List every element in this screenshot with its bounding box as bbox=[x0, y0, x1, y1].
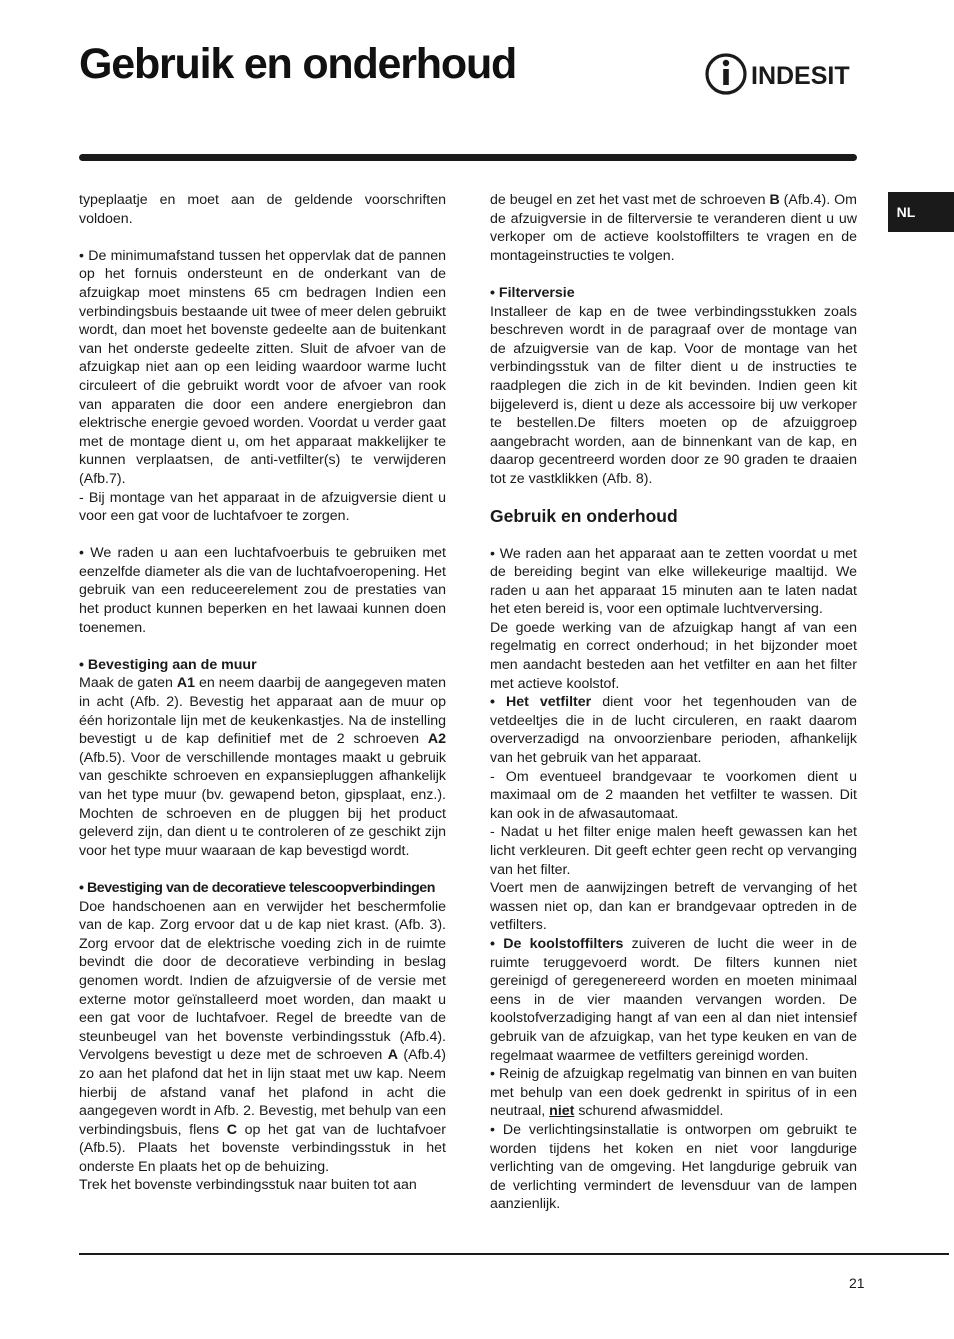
paragraph: • We raden aan het apparaat aan te zetten voordat u met de bereiding begint van elke willekeurige maaltijd. We raden u aan het apparaat 15 minuten aan te laten nadat het eten bereid is, voor een optimale luchtverversing. bbox=[490, 545, 857, 618]
paragraph: • Het vetfilter dient voor het tegenhouden van de vetdeeltjes die in de lucht circuleren, en raakt daarom oververzadigd na onvoorzienbare perioden, afhankelijk van het gebruik van het apparaat. bbox=[490, 694, 857, 767]
filter-version-heading: • Filterversie bbox=[490, 284, 575, 301]
paragraph: - Bij montage van het apparaat in de afzuigversie dient u voor een gat voor de luchtafvoer te zorgen. bbox=[79, 489, 446, 525]
wall-mount-heading: • Bevestiging aan de muur bbox=[79, 656, 257, 673]
paragraph: • De minimumafstand tussen het oppervlak dat de pannen op het fornuis ondersteunt en de onderkant van de afzuigkap moet minstens 65 cm bedragen Indien een verbindingsbuis bestaande uit twee of meer delen gebruikt wordt, dan moet het bovenste gedeelte aan de buitenkant van het onderste gedeelte zitten. Sluit de afvoer van de afzuigkap niet aan op een leiding waardoor warme lucht circuleert of die gebruikt wordt voor de afvoer van rook van apparaten die door een andere energiebron dan elektrische energie gevoed worden. Voordat u verder gaat met de montage dient u, om het apparaat makkelijker te kunnen verplaatsen, de anti-vetfilter(s) te verwijderen (Afb.7). bbox=[79, 247, 446, 487]
page-number: 21 bbox=[849, 1275, 865, 1291]
telescope-heading: • Bevestiging van de decoratieve telescoopverbindingen bbox=[79, 879, 435, 896]
paragraph: • De koolstoffilters zuiveren de lucht die weer in de ruimte teruggevoerd wordt. De filters kunnen niet gereinigd of geregenereerd worden en moeten minimaal eens in de vier maanden vervangen worden. De koolstofverzadiging hangt af van een al dan niet intensief gebruik van de afzuigkap, van het type keuken en van de regelmaat waarmee de vetfilters gereinigd worden. bbox=[490, 935, 857, 1064]
paragraph: - Nadat u het filter enige malen heeft gewassen kan het licht verkleuren. Dit geeft echter geen recht op vervanging van het filter. bbox=[490, 824, 857, 878]
paragraph: Maak de gaten A1 en neem daarbij de aangegeven maten in acht (Afb. 2). Bevestig het apparaat aan de muur op één horizontale lijn met de keukenkastjes. Na de instelling bevestigt u de kap definitief met de 2 schroeven A2 (Afb.5). Voor de verschillende montages maakt u gebruik van geschikte schroeven en expansiepluggen afhankelijk van het type muur (bv. gewapend beton, gipsplaat, enz.). Mochten de schroeven en de pluggen bij het product geleverd zijn, dan dient u te controleren of ze geschikt zijn voor het type muur waaraan de kap bevestigd wordt. bbox=[79, 675, 446, 859]
paragraph: Voert men de aanwijzingen betreft de vervanging of het wassen niet op, dan kan er brandgevaar optreden in de vetfilters. bbox=[490, 880, 857, 934]
language-tab: NL bbox=[888, 192, 954, 232]
header-divider bbox=[79, 154, 857, 161]
paragraph: typeplaatje en moet aan de geldende voorschriften voldoen. bbox=[79, 192, 446, 227]
paragraph: De goede werking van de afzuigkap hangt af van een regelmatig en correct onderhoud; in het bijzonder moet men aandacht besteden aan het vetfilter en aan het filter met actieve koolstof. bbox=[490, 619, 857, 692]
paragraph: • Reinig de afzuigkap regelmatig van binnen en van buiten met behulp van een doek gedrenkt in spiritus of in een neutraal, niet schurend afwasmiddel. bbox=[490, 1066, 857, 1120]
paragraph: Installeer de kap en de twee verbindingsstukken zoals beschreven wordt in de paragraaf over de montage van de afzuigversie van de kap. Voor de montage van het verbindingsstuk van de filter dient u de instructies te raadplegen die zich in de kit bevinden. Indien geen kit bijgeleverd is, dient u deze als accessoire bij uw verkoper te bestellen.De filters moeten op de afzuiggroep aangebracht worden, aan de binnenkant van de kap, en daarop gecentreerd worden door ze 90 graden te draaien tot ze vastklikken (Afb. 8). bbox=[490, 303, 857, 487]
svg-text:INDESIT: INDESIT bbox=[751, 62, 850, 90]
indesit-logo bbox=[704, 52, 868, 100]
section-heading: Gebruik en onderhoud bbox=[490, 505, 678, 526]
paragraph: - Om eventueel brandgevaar te voorkomen dient u maximaal om de 2 maanden het vetfilter te wassen. Dit kan ook in de afwasautomaat. bbox=[490, 768, 857, 822]
paragraph: • De verlichtingsinstallatie is ontworpen om gebruikt te worden tijdens het koken en niet voor langdurige verlichting van de omgeving. Het langdurige gebruik van de verlichting vermindert de levensduur van de lampen aanzienlijk. bbox=[490, 1121, 857, 1213]
page-title: Gebruik en onderhoud bbox=[79, 40, 517, 88]
right-column bbox=[490, 191, 857, 1214]
paragraph: Trek het bovenste verbindingsstuk naar buiten tot aan bbox=[79, 1177, 417, 1194]
paragraph: de beugel en zet het vast met de schroeven B (Afb.4). Om de afzuigversie in de filterversie te veranderen dient u uw verkoper om de actieve koolstoffilters te vragen en de montageinstructies te volgen. bbox=[490, 192, 857, 264]
footer-divider bbox=[79, 1253, 949, 1255]
paragraph: • We raden u aan een luchtafvoerbuis te gebruiken met eenzelfde diameter als die van de luchtafvoeropening. Het gebruik van een reduceerelement zou de prestaties van het product kunnen beperken en het lawaai kunnen doen toenemen. bbox=[79, 545, 446, 636]
left-column bbox=[79, 191, 446, 1195]
paragraph: Doe handschoenen aan en verwijder het beschermfolie van de kap. Zorg ervoor dat u de kap niet krast. (Afb. 3). Zorg ervoor dat de elektrische voeding zich in de ruimte bevindt die door de decoratieve verbinding in beslag genomen wordt. Indien de afzuigversie of de versie met externe motor geïnstalleerd moet worden, dan maakt u een gat voor de luchtafvoer. Regel de breedte van de steunbeugel van het bovenste verbindingsstuk (Afb.4). Vervolgens bevestigt u deze met de schroeven A (Afb.4) zo aan het plafond dat het in lijn staat met uw kap. Neem hierbij de afstand vanaf het plafond in acht die aangegeven wordt in Afb. 2. Bevestig, met behulp van een verbindingsbuis, flens C op het gat van de luchtafvoer (Afb.5). Plaats het bovenste verbindingsstuk in het onderste En plaats het op de behuizing. bbox=[79, 898, 446, 1175]
